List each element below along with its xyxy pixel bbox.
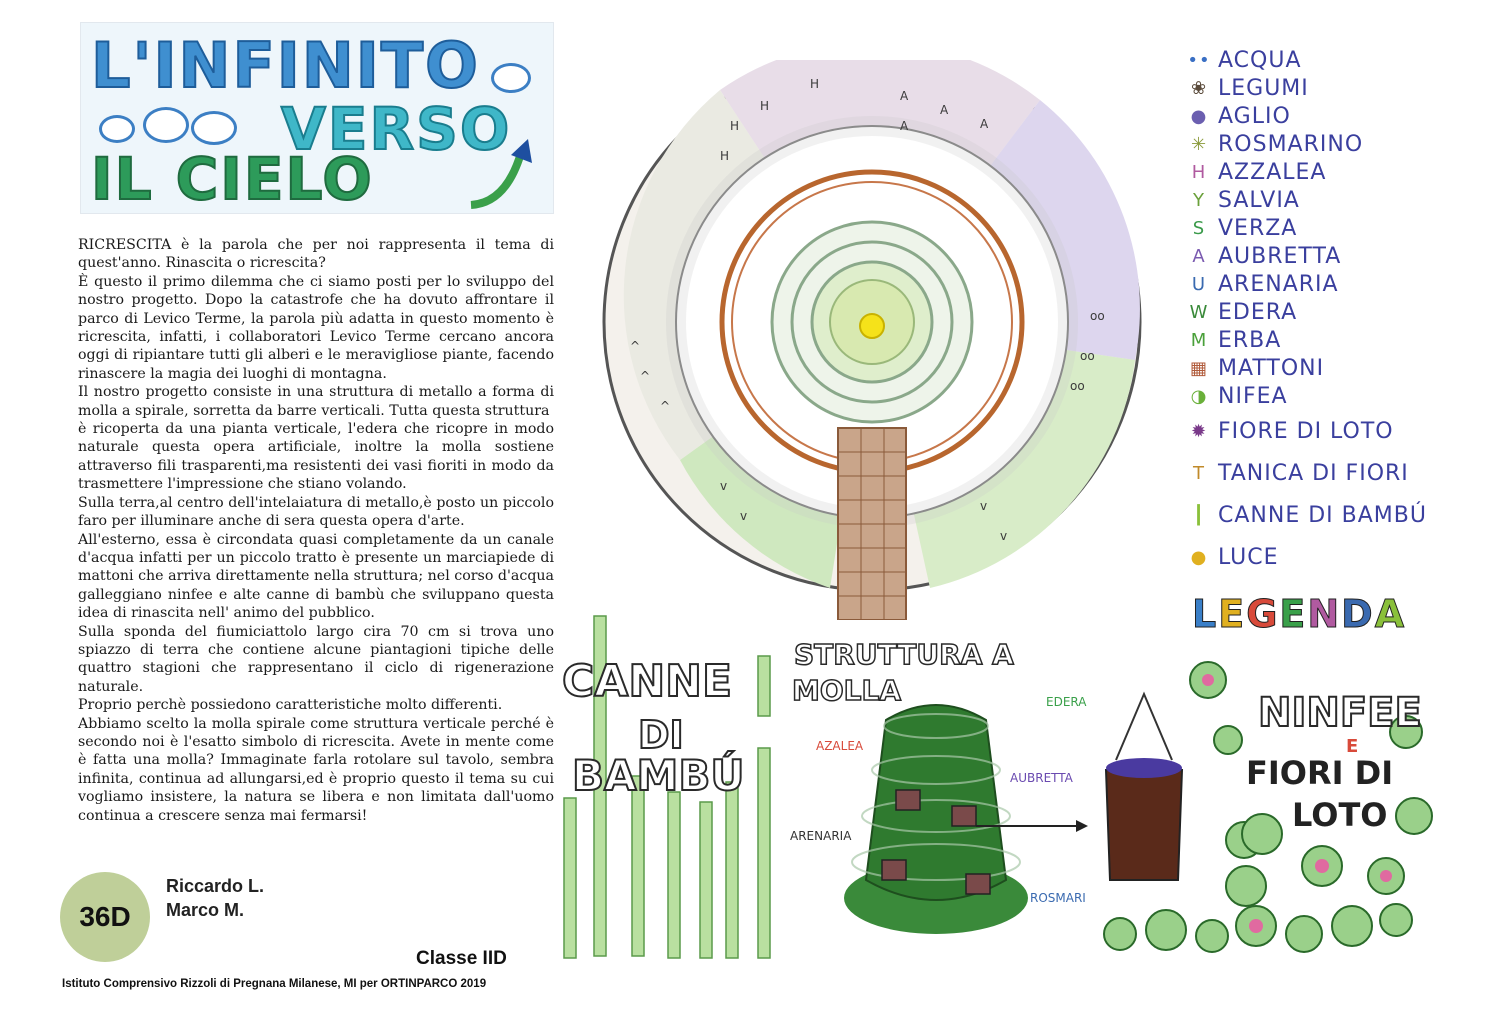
legend-item bbox=[1188, 214, 1478, 242]
lily-title-2: E bbox=[1346, 736, 1359, 757]
bamboo-icon: ┃ bbox=[1193, 504, 1205, 526]
bamboo-stalk bbox=[758, 656, 770, 716]
legend-item bbox=[1188, 494, 1478, 536]
water-lily-icon bbox=[1226, 866, 1266, 906]
svg-text:oo: oo bbox=[1070, 379, 1085, 393]
svg-text:A: A bbox=[940, 103, 949, 117]
garden-plan-drawing bbox=[600, 60, 1150, 620]
lotus-flower-icon: ✹ bbox=[1190, 420, 1208, 442]
title-line-1: L'INFINITO bbox=[91, 29, 480, 102]
svg-text:A: A bbox=[980, 117, 989, 131]
flower-pot-icon: T bbox=[1193, 462, 1205, 484]
legend-item-label: ARENARIA bbox=[1218, 271, 1339, 297]
legend-item bbox=[1188, 102, 1478, 130]
svg-text:oo: oo bbox=[1090, 309, 1105, 323]
ivy-icon: W bbox=[1189, 301, 1209, 323]
svg-text:H: H bbox=[760, 99, 770, 113]
project-badge: 36D bbox=[60, 872, 150, 962]
legend-item-label: NIFEA bbox=[1218, 383, 1288, 409]
bamboo-stalk bbox=[668, 792, 680, 958]
lotus-flower-icon bbox=[1315, 859, 1329, 873]
svg-text:oo: oo bbox=[1080, 349, 1095, 363]
aubretta-label: AUBRETTA bbox=[1010, 771, 1073, 785]
bamboo-stalk bbox=[758, 748, 770, 958]
azalea-icon: H bbox=[1191, 161, 1207, 183]
class-label: Classe IID bbox=[416, 948, 507, 969]
light-icon: ● bbox=[1190, 546, 1208, 568]
svg-text:^: ^ bbox=[630, 339, 641, 353]
legend-item-label: TANICA DI FIORI bbox=[1218, 460, 1409, 486]
footer-credit: Istituto Comprensivo Rizzoli di Pregnana Milanese, MI per ORTINPARCO 2019 bbox=[62, 978, 487, 990]
paragraph: Sulla sponda del fiumiciattolo largo cira 70 cm si trova uno spiazzo di terra che contiene alcune piantagioni tipiche delle quattro stagioni che rappresentano il ciclo di rigenerazione naturale. bbox=[78, 623, 554, 695]
legend-title: LEGENDA bbox=[1192, 592, 1407, 636]
legend-item bbox=[1188, 130, 1478, 158]
legend-item-label: CANNE DI BAMBÚ bbox=[1218, 502, 1427, 528]
lotus-flower-icon bbox=[1249, 919, 1263, 933]
paragraph: Il nostro progetto consiste in una struttura di metallo a forma di molla a spirale, sorretta da barre verticali. Tutta questa struttura bbox=[78, 384, 554, 419]
water-lily-icon bbox=[1380, 904, 1412, 936]
description-text bbox=[78, 236, 554, 825]
cloud-icon bbox=[191, 111, 237, 145]
cloud-icon bbox=[491, 63, 531, 93]
legend-item bbox=[1188, 186, 1478, 214]
svg-text:A: A bbox=[900, 89, 909, 103]
legumes-icon: ❀ bbox=[1190, 77, 1208, 99]
legend-item-label: LEGUMI bbox=[1218, 75, 1309, 101]
cabbage-icon: S bbox=[1192, 217, 1206, 239]
author-name: Marco M. bbox=[166, 900, 245, 920]
water-lily-icon bbox=[1396, 798, 1432, 834]
flower-tank bbox=[1106, 770, 1182, 880]
svg-text:v: v bbox=[720, 479, 728, 493]
lily-lotus-sketch bbox=[1096, 650, 1466, 960]
legend-item bbox=[1188, 270, 1478, 298]
grass-icon: M bbox=[1190, 329, 1208, 351]
flower-pot-icon bbox=[966, 874, 990, 894]
rosmari-label: ROSMARI bbox=[1030, 891, 1086, 905]
bamboo-title-1: CANNE bbox=[562, 656, 733, 707]
svg-text:H: H bbox=[720, 149, 730, 163]
bamboo-title-2: DI bbox=[638, 713, 684, 757]
legend-item-label: ROSMARINO bbox=[1218, 131, 1364, 157]
title-line-3: IL CIELO bbox=[91, 145, 374, 213]
lily-title-3: FIORI DI bbox=[1246, 754, 1394, 792]
legend-item-label: AUBRETTA bbox=[1218, 243, 1342, 269]
legend bbox=[1188, 46, 1478, 578]
water-lily-icon: ◑ bbox=[1190, 385, 1208, 407]
paragraph: Abbiamo scelto la molla spirale come struttura verticale perché è secondo noi è l'esatto simbolo di ricrescita. Avete in mente come è fatta una molla? Immaginate farla rotolare sul tavolo, sembra infinita, continua ad allungarsi,ed è proprio questo il tema su cui vogliamo insistere, la natura se libera e non limitata dall'uomo continua a crescere senza mai fermarsi! bbox=[78, 715, 554, 824]
water-lily-icon bbox=[1196, 920, 1228, 952]
legend-item-label: VERZA bbox=[1218, 215, 1298, 241]
legend-item-label: MATTONI bbox=[1218, 355, 1325, 381]
bamboo-stalk bbox=[632, 776, 644, 956]
legend-item-label: AZZALEA bbox=[1218, 159, 1327, 185]
sandwort-icon: U bbox=[1191, 273, 1207, 295]
water-lily-icon bbox=[1146, 910, 1186, 950]
lily-title-4: LOTO bbox=[1292, 796, 1388, 834]
legend-item bbox=[1188, 298, 1478, 326]
water-drops-icon: •• bbox=[1187, 49, 1211, 71]
legend-item bbox=[1188, 354, 1478, 382]
lily-title-1: NINFEE bbox=[1258, 690, 1422, 736]
bamboo-stalk bbox=[700, 802, 712, 958]
flower-pot-icon bbox=[896, 790, 920, 810]
svg-text:v: v bbox=[1000, 529, 1008, 543]
paragraph: Sulla terra,al centro dell'intelaiatura di metallo,è posto un piccolo faro per illuminare anche di sera questa opera d'arte. bbox=[78, 494, 554, 530]
legend-item-label: EDERA bbox=[1218, 299, 1298, 325]
svg-text:v: v bbox=[740, 509, 748, 523]
legend-item bbox=[1188, 74, 1478, 102]
legend-item-label: AGLIO bbox=[1218, 103, 1291, 129]
bricks-icon: ▦ bbox=[1189, 357, 1208, 379]
arenaria-label: ARENARIA bbox=[790, 829, 852, 843]
lotus-flower-icon bbox=[1202, 674, 1214, 686]
legend-item-label: LUCE bbox=[1218, 544, 1279, 570]
spring-title-1: STRUTTURA A bbox=[794, 638, 1014, 671]
legend-item-label: ACQUA bbox=[1218, 47, 1302, 73]
bamboo-sketch bbox=[558, 612, 788, 968]
water-lily-icon bbox=[1214, 726, 1242, 754]
legend-item bbox=[1188, 46, 1478, 74]
arrow-up-icon bbox=[466, 133, 536, 213]
svg-text:v: v bbox=[980, 499, 988, 513]
water-lily-icon bbox=[1242, 814, 1282, 854]
legend-item bbox=[1188, 452, 1478, 494]
author-name: Riccardo L. bbox=[166, 876, 265, 896]
paragraph: All'esterno, essa è circondata quasi completamente da un canale d'acqua infatti per un piccolo tratto è presente un marciapiede di mattoni che arriva direttamente nella struttura; nel corso d'acqua galleggiano ninfee e alte canne di bambù che sviluppano questa idea di rinascita nell' animo del pubblico. bbox=[78, 531, 554, 622]
bamboo-stalk bbox=[564, 798, 576, 958]
legend-item-label: ERBA bbox=[1218, 327, 1282, 353]
svg-text:^: ^ bbox=[660, 399, 671, 413]
flower-pot-icon bbox=[882, 860, 906, 880]
cloud-icon bbox=[143, 107, 189, 143]
water-lily-icon bbox=[1286, 916, 1322, 952]
cloud-icon bbox=[99, 115, 135, 143]
legend-item bbox=[1188, 158, 1478, 186]
light-icon bbox=[860, 314, 884, 338]
water-lily-icon bbox=[1332, 906, 1372, 946]
aubretia-icon: A bbox=[1192, 245, 1206, 267]
legend-item bbox=[1188, 382, 1478, 410]
spring-title-2: MOLLA bbox=[792, 674, 902, 707]
svg-text:H: H bbox=[810, 77, 820, 91]
purple-flowers bbox=[1106, 758, 1182, 778]
spring-structure-sketch bbox=[786, 630, 1096, 950]
paragraph: è ricoperta da una pianta verticale, l'edera che ricopre in modo naturale questa opera artificiale, inoltre la molla sostiene attraverso fili trasparenti,ma resistenti dei vasi fioriti in modo da trasmettere l'impressione che stiano volando. bbox=[78, 421, 554, 493]
legend-item-label: SALVIA bbox=[1218, 187, 1300, 213]
legend-item-label: FIORE DI LOTO bbox=[1218, 418, 1394, 444]
paragraph: RICRESCITA è la parola che per noi rappresenta il tema di quest'anno. Rinascita o ricrescita? bbox=[78, 237, 554, 272]
legend-item bbox=[1188, 242, 1478, 270]
svg-text:H: H bbox=[730, 119, 740, 133]
svg-text:^: ^ bbox=[640, 369, 651, 383]
azalea-label: AZALEA bbox=[816, 739, 864, 753]
paragraph: È questo il primo dilemma che ci siamo posti per lo sviluppo del nostro progetto. Dopo la catastrofe che ha dovuto affrontare il parco di Levico Terme, la parola più adatta in questo momento è ricrescita, infatti, i collaboratori Levico Terme cercano ancora oggi di ripiantare tutti gli alberi e le meravigliose piante, facendo rinascere la magia dei luoghi di montagna. bbox=[78, 273, 554, 382]
title-artwork bbox=[80, 22, 554, 214]
edera-label: EDERA bbox=[1046, 695, 1087, 709]
legend-item bbox=[1188, 326, 1478, 354]
garlic-icon: ● bbox=[1190, 105, 1208, 127]
legend-item bbox=[1188, 410, 1478, 452]
title-line-2: VERSO bbox=[281, 95, 512, 163]
legend-item bbox=[1188, 536, 1478, 578]
bamboo-title-3: BAMBÚ bbox=[572, 751, 745, 800]
water-lily-icon bbox=[1104, 918, 1136, 950]
paragraph: Proprio perchè possiedono caratteristiche molto differenti. bbox=[78, 697, 503, 714]
sage-icon: Y bbox=[1193, 189, 1205, 211]
bamboo-stalk bbox=[726, 782, 738, 958]
rosemary-icon: ✳ bbox=[1190, 133, 1208, 155]
flower-pot-icon bbox=[952, 806, 976, 826]
svg-text:A: A bbox=[900, 119, 909, 133]
lotus-flower-icon bbox=[1380, 870, 1392, 882]
